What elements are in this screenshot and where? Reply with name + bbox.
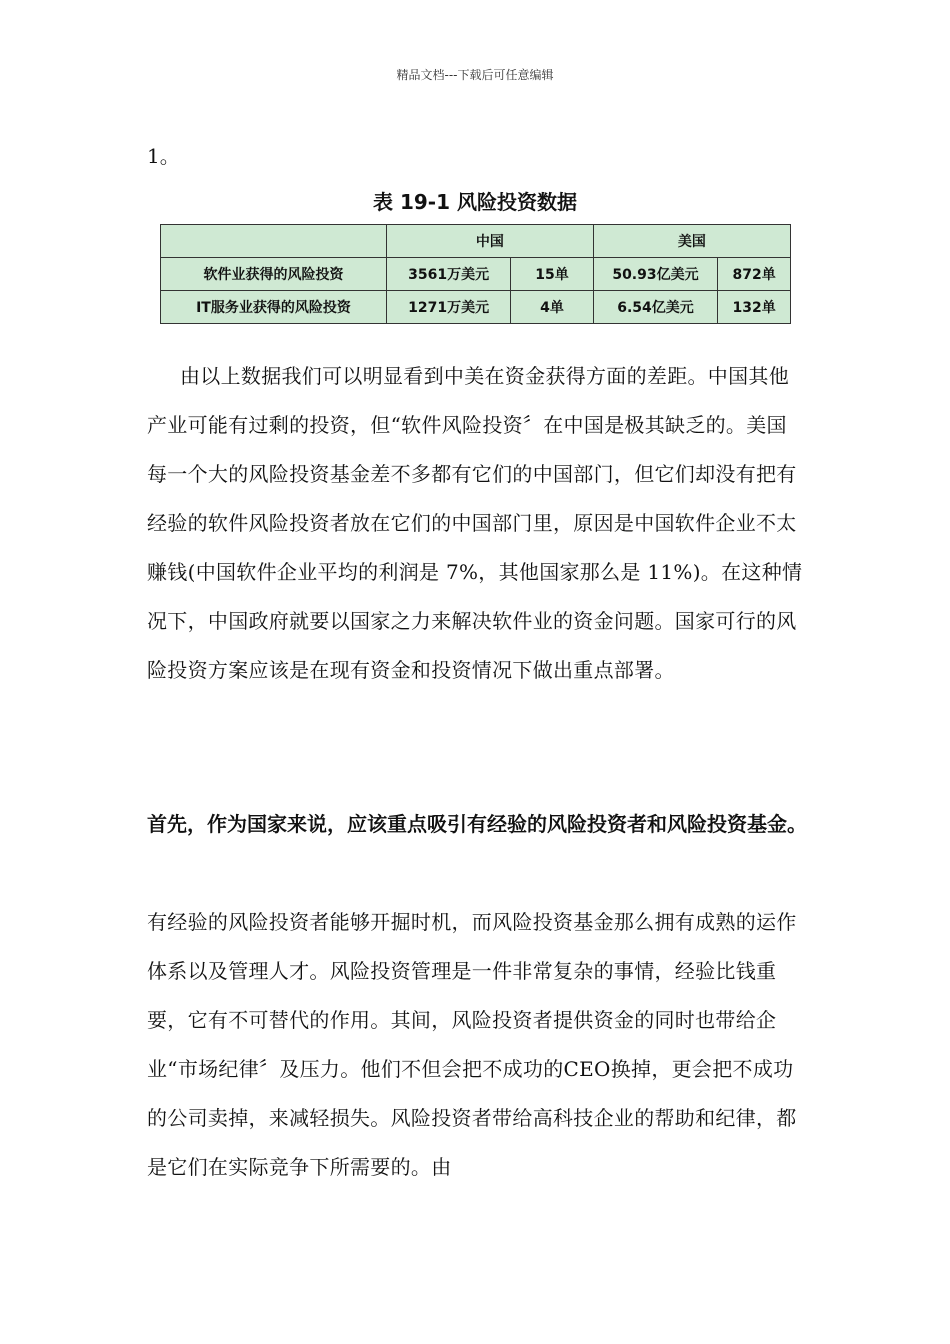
table-row (161, 291, 791, 324)
table-cell: 3561万美元 (386, 258, 510, 291)
table-header-cell: 美国 (593, 225, 790, 258)
table-cell: 4单 (511, 291, 593, 324)
body-paragraph: 由以上数据我们可以明显看到中美在资金获得方面的差距。中国其他产业可能有过剩的投资，但“软件风险投资〞在中国是极其缺乏的。美国每一个大的风险投资基金差不多都有它们的中国部门，但它们却没有把有经验的软件风险投资者放在它们的中国部门里，原因是中国软件企业不太赚钱(中国软件企业平均的利润是 7%，其他国家那么是 11%)。在这种情况下，中国政府就要以国家之力来解决软件业的资金问题。国家可行的风险投资方案应该是在现有资金和投资情况下做出重点部署。 (147, 364, 803, 682)
table-title: 表 19-1 风险投资数据 (373, 190, 577, 214)
lead-text: 1。 (147, 144, 180, 168)
table-row (161, 258, 791, 291)
table-cell: 1271万美元 (386, 291, 510, 324)
page-header: 精品文档---下载后可任意编辑 (396, 68, 554, 82)
table-cell: 软件业获得的风险投资 (161, 258, 387, 291)
table-cell: 50.93亿美元 (593, 258, 718, 291)
table-cell: 15单 (511, 258, 593, 291)
table-cell: IT服务业获得的风险投资 (161, 291, 387, 324)
table-cell: 6.54亿美元 (593, 291, 718, 324)
body-paragraph: 有经验的风险投资者能够开掘时机，而风险投资基金那么拥有成熟的运作体系以及管理人才。风险投资管理是一件非常复杂的事情，经验比钱重要，它有不可替代的作用。其间，风险投资者提供资金的同时也带给企业“市场纪律〞及压力。他们不但会把不成功的CEO换掉，更会把不成功的公司卖掉，来减轻损失。风险投资者带给高科技企业的帮助和纪律，都是它们在实际竞争下所需要的。由 (147, 910, 797, 1179)
table-header-row (161, 225, 791, 258)
bold-heading: 首先，作为国家来说，应该重点吸引有经验的风险投资者和风险投资基金。 (147, 812, 807, 836)
investment-table (160, 224, 791, 324)
table-header-cell (161, 225, 387, 258)
table-cell: 872单 (718, 258, 791, 291)
table-header-cell: 中国 (386, 225, 593, 258)
table-cell: 132单 (718, 291, 791, 324)
